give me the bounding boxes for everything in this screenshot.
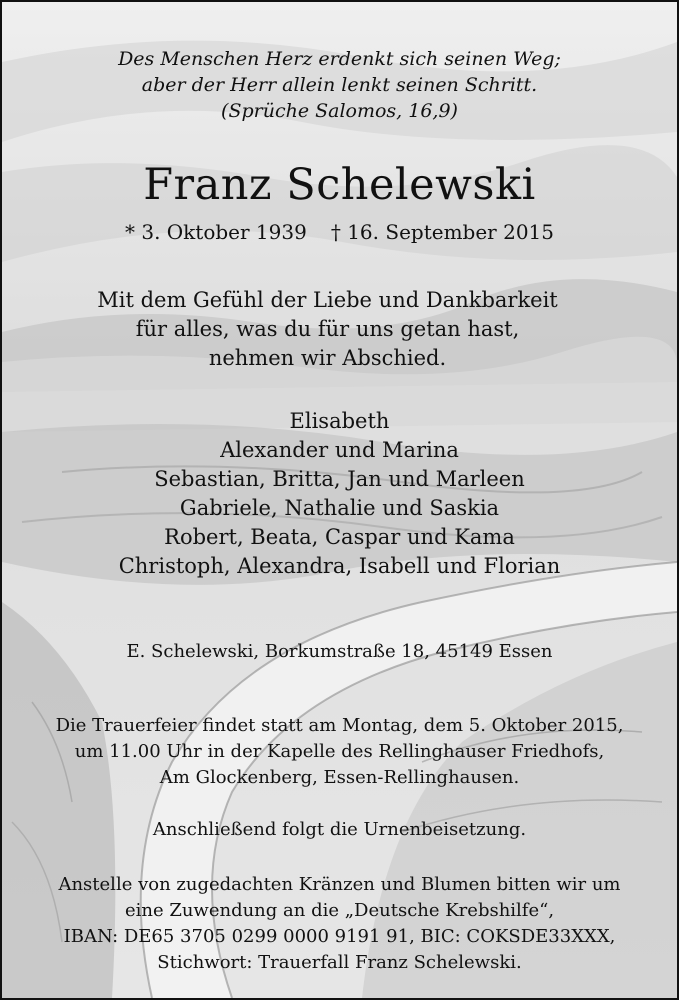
family-member: Gabriele, Nathalie und Saskia [179, 496, 500, 520]
family-member: Elisabeth [289, 409, 390, 433]
family-member: Robert, Beata, Caspar und Kama [164, 525, 515, 549]
farewell-line-3: nehmen wir Abschied. [208, 346, 447, 370]
contact-address: E. Schelewski, Borkumstraße 18, 45149 Essen [126, 641, 553, 662]
donation-bank-details: IBAN: DE65 3705 0299 0000 9191 91, BIC: COKSDE33XXX, [63, 926, 616, 947]
motto-line-1: Des Menschen Herz erdenkt sich seinen Weg; [118, 48, 561, 70]
donation-line-1: Anstelle von zugedachten Kränzen und Blumen bitten wir um [58, 874, 621, 895]
family-member: Sebastian, Britta, Jan und Marleen [154, 467, 525, 491]
service-line-3: Am Glockenberg, Essen-Rellinghausen. [159, 767, 520, 788]
deceased-name: Franz Schelewski [143, 160, 536, 210]
birth-date: * 3. Oktober 1939 [124, 220, 307, 244]
farewell-line-1: Mit dem Gefühl der Liebe und Dankbarkeit [97, 288, 558, 312]
farewell-line-2: für alles, was du für uns getan hast, [135, 317, 520, 341]
donation-line-2: eine Zuwendung an die „Deutsche Krebshilfe“, [124, 900, 555, 921]
service-line-2: um 11.00 Uhr in der Kapelle des Rellinghauser Friedhofs, [74, 741, 605, 762]
urn-burial-note: Anschließend folgt die Urnenbeisetzung. [152, 819, 527, 840]
life-dates [2, 219, 677, 245]
family-member: Christoph, Alexandra, Isabell und Florian [118, 554, 561, 578]
service-line-1: Die Trauerfeier findet statt am Montag, dem 5. Oktober 2015, [55, 715, 624, 736]
death-date: † 16. September 2015 [330, 220, 554, 244]
family-member: Alexander und Marina [220, 438, 459, 462]
motto-source: (Sprüche Salomos, 16,9) [221, 100, 458, 122]
motto-line-2: aber der Herr allein lenkt seinen Schritt. [141, 74, 538, 96]
donation-reference: Stichwort: Trauerfall Franz Schelewski. [157, 952, 522, 973]
